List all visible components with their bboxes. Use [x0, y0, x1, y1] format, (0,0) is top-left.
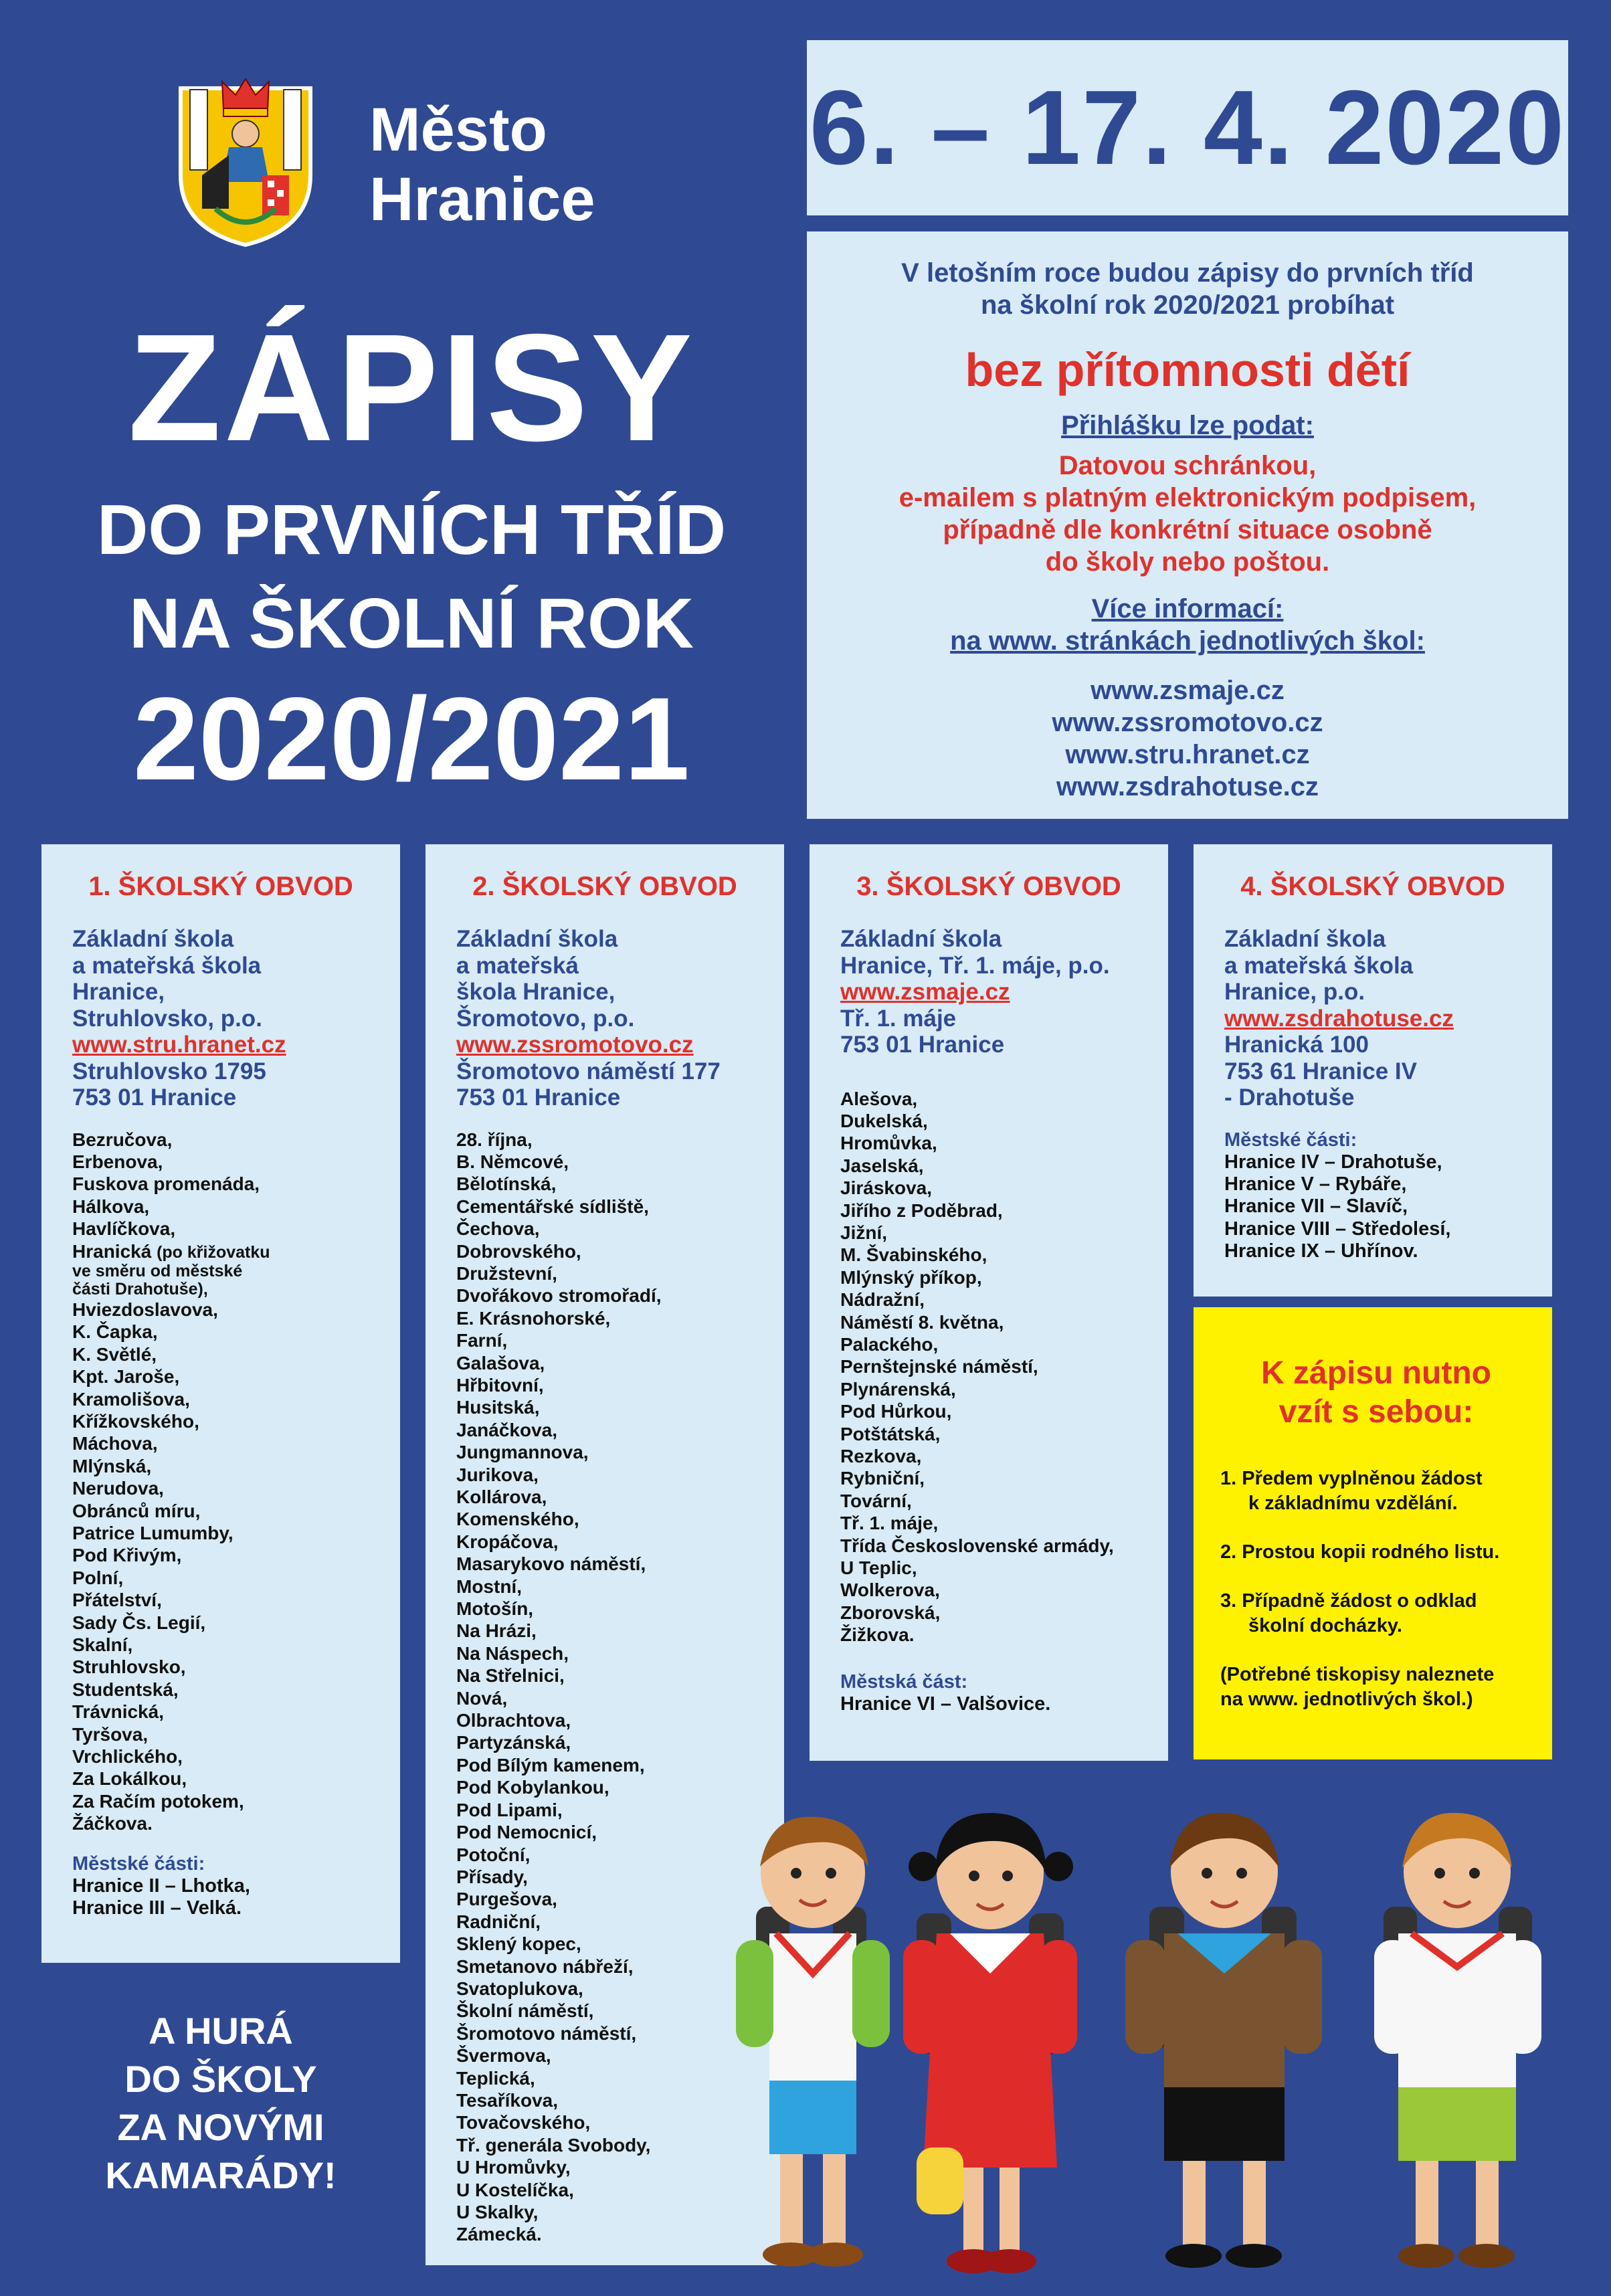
- info-intro-2: na školní rok 2020/2021 probíhat: [980, 290, 1395, 320]
- bring-with-you-box: [1194, 1307, 1552, 1759]
- street-item: Tovární,: [840, 1490, 912, 1511]
- street-item: U Teplic,: [840, 1557, 917, 1579]
- street-item: Alešova,: [840, 1088, 918, 1109]
- street-item: Zámecká.: [456, 2224, 542, 2245]
- street-item: Motošín,: [456, 1598, 534, 1620]
- street-item: Kropáčova,: [456, 1531, 559, 1552]
- street-item: Struhlovsko,: [72, 1656, 186, 1678]
- street-item: Jiráskova,: [840, 1177, 932, 1199]
- info-intro-1: V letošním roce budou zápisy do prvních tříd: [901, 258, 1474, 288]
- city-name: Město Hranice: [369, 96, 595, 233]
- street-item: Nádražní,: [840, 1289, 925, 1311]
- street-item: Pod Křivým,: [72, 1545, 182, 1566]
- child-1-figure: [736, 1817, 890, 2267]
- street-item: Komenského,: [456, 1509, 579, 1530]
- street-item: Patrice Lumumby,: [72, 1523, 233, 1543]
- street-item: Za Račím potokem,: [72, 1790, 244, 1812]
- street-item: Sady Čs. Legií,: [72, 1612, 206, 1633]
- street-item: Pernštejnské náměstí,: [840, 1356, 1038, 1377]
- street-item: Skalní,: [72, 1634, 133, 1656]
- school-info: Základní škola a mateřská škola Hranice, p.o. www.zsdrahotuse.cz Hranická 100 753 61 Hranice IV - Drahotuše: [1194, 926, 1552, 1111]
- district-parts: Hranice IV – Drahotuše, Hranice V – Rybáře, Hranice VII – Slavíč, Hranice VIII – Středolesí, Hranice IX – Uhřínov.: [1224, 1151, 1451, 1262]
- street-item: Potoční,: [456, 1844, 531, 1865]
- school-info: Základní škola a mateřská škola Hranice, Struhlovsko, p.o. www.stru.hranet.cz Struhlovsko 1795 753 01 Hranice: [41, 926, 400, 1111]
- school-url-link[interactable]: www.zssromotovo.cz: [456, 1032, 694, 1058]
- school-url-link[interactable]: www.zsmaje.cz: [1091, 676, 1285, 705]
- district-4-panel: [1194, 844, 1552, 1297]
- bring-note-1: (Potřebné tiskopisy naleznete: [1220, 1664, 1495, 1685]
- school-info: Základní škola a mateřská škola Hranice, Šromotovo, p.o. www.zssromotovo.cz Šromotovo náměstí 177 753 01 Hranice: [425, 926, 784, 1111]
- street-item: Smetanovo nábřeží,: [456, 1955, 634, 1977]
- district-heading: 4. ŠKOLSKÝ OBVOD: [1240, 872, 1505, 901]
- street-item: Obránců míru,: [72, 1500, 201, 1521]
- school-url-link[interactable]: www.zsdrahotuse.cz: [1224, 1005, 1454, 1032]
- street-item: Švermova,: [456, 2045, 551, 2067]
- street-item: Pod Nemocnicí,: [456, 1822, 597, 1843]
- street-item: U Kostelíčka,: [456, 2179, 574, 2200]
- street-item: Studentská,: [72, 1679, 179, 1700]
- list-item: 1. Předem vyplněnou žádost k základnímu vzdělání.: [1220, 1468, 1483, 1514]
- school-year: 2020/2021: [133, 674, 690, 805]
- street-item: Svatoplukova,: [456, 1978, 583, 1999]
- street-item: Hviezdoslavova,: [72, 1299, 218, 1320]
- street-item: Na Střelnici,: [456, 1665, 565, 1687]
- street-item: Sklený kopec,: [456, 1933, 581, 1955]
- street-item: Trávnická,: [72, 1701, 164, 1723]
- street-item: K. Světlé,: [72, 1343, 157, 1365]
- street-item: Žižkova.: [840, 1624, 915, 1646]
- street-item: Žáčkova.: [72, 1813, 153, 1834]
- street-item: Hromůvka,: [840, 1133, 937, 1154]
- street-item: Pod Hůrkou,: [840, 1401, 952, 1422]
- street-item: Mlýnská,: [72, 1455, 152, 1476]
- street-item: Mlýnský příkop,: [840, 1266, 982, 1288]
- street-item: Jungmannova,: [456, 1442, 589, 1463]
- subtitle-line1: DO PRVNÍCH TŘÍD: [96, 490, 727, 569]
- street-item: Školní náměstí,: [456, 2000, 594, 2022]
- district-1-panel: [41, 844, 400, 1963]
- street-item: Tř. 1. máje,: [840, 1513, 939, 1534]
- street-item: Družstevní,: [456, 1262, 557, 1284]
- street-item: Kramolišova,: [72, 1388, 190, 1410]
- street-item: Jiřího z Poděbrad,: [840, 1200, 1003, 1221]
- street-item: U Hromůvky,: [456, 2157, 571, 2178]
- street-item: Jurikova,: [456, 1464, 539, 1485]
- street-item: E. Krásnohorské,: [456, 1307, 611, 1329]
- street-item: Přísady,: [456, 1866, 528, 1887]
- apply-line: e-mailem s platným elektronickým podpisem,: [898, 483, 1477, 512]
- district-parts-label: Městská část:: [840, 1670, 968, 1693]
- street-item: Třída Československé armády,: [840, 1535, 1114, 1556]
- street-item: Olbrachtova,: [456, 1710, 571, 1731]
- street-item: Polní,: [72, 1567, 124, 1588]
- street-item: Rybniční,: [840, 1468, 925, 1489]
- street-item: Pod Kobylankou,: [456, 1777, 609, 1798]
- district-heading: 2. ŠKOLSKÝ OBVOD: [472, 872, 737, 901]
- street-item: Za Lokálkou,: [72, 1768, 187, 1790]
- city-crest-icon: [175, 75, 316, 248]
- district-parts: Hranice VI – Valšovice.: [840, 1693, 1051, 1715]
- street-item: Nerudova,: [72, 1478, 164, 1499]
- street-item: Náměstí 8. května,: [840, 1311, 1004, 1333]
- street-list: Bezručova, Erbenova, Fuskova promenáda, Hálkova, Havlíčkova, Hranická (po křižovatku ve směru od městské části Drahotuše), Hviezdoslavova, K. Čapka, K. Světlé, Kpt. Jaroše, Kramolišova, Křížkovského, Máchova, Mlýnská, Nerudova, Obránců míru, Patrice Lumumby, Pod Křivým, Polní, Přátelství, Sady Čs. Legií, Skalní, Struhlovsko, Studentská, Trávnická, Tyršova, Vrchlického, Za Lokálkou, Za Račím potokem, Žáčkova.: [41, 1129, 400, 1835]
- street-item: 28. října,: [456, 1129, 533, 1150]
- street-item: Tř. generála Svobody,: [456, 2134, 651, 2156]
- street-item: Čechova,: [456, 1218, 540, 1240]
- street-item: Galašova,: [456, 1352, 545, 1373]
- list-item: 3. Případně žádost o odklad školní docházky.: [1220, 1590, 1477, 1636]
- info-highlight: bez přítomnosti dětí: [965, 344, 1410, 396]
- street-item: Tyršova,: [72, 1723, 149, 1745]
- child-4-figure: [1374, 1813, 1541, 2268]
- district-parts: Hranice II – Lhotka, Hranice III – Velká.: [72, 1875, 250, 1919]
- bring-title-2: vzít s sebou:: [1278, 1394, 1474, 1430]
- street-item: Partyzánská,: [456, 1732, 571, 1753]
- street-item: Tesaříkova,: [456, 2089, 559, 2111]
- street-item: Pod Bílým kamenem,: [456, 1754, 645, 1776]
- bring-list: [1220, 1466, 1532, 1638]
- street-item: Šromotovo náměstí,: [456, 2022, 637, 2044]
- apply-line: případně dle konkrétní situace osobně: [943, 515, 1432, 545]
- children-illustration: [716, 1793, 1611, 2296]
- street-item: Potštátská,: [840, 1423, 941, 1444]
- date-box: [807, 40, 1568, 215]
- enrollment-date: 6. – 17. 4. 2020: [809, 68, 1566, 187]
- street-item: Tovačovského,: [456, 2112, 591, 2133]
- school-url-link[interactable]: www.zsdrahotuse.cz: [1056, 772, 1319, 801]
- street-item: Dobrovského,: [456, 1240, 581, 1262]
- street-item: Zborovská,: [840, 1602, 941, 1623]
- street-item: Cementářské sídliště,: [456, 1195, 649, 1217]
- street-item: K. Čapka,: [72, 1321, 158, 1343]
- list-item: 2. Prostou kopii rodného listu.: [1220, 1541, 1500, 1563]
- street-item: Vrchlického,: [72, 1746, 183, 1767]
- street-item: Wolkerova,: [840, 1580, 940, 1601]
- bring-note-2: na www. jednotlivých škol.): [1220, 1689, 1473, 1710]
- school-url-link[interactable]: www.stru.hranet.cz: [1065, 740, 1310, 769]
- street-item: U Skalky,: [456, 2202, 539, 2222]
- street-item: Dukelská,: [840, 1110, 928, 1131]
- street-item: Husitská,: [456, 1397, 540, 1418]
- district-heading: 3. ŠKOLSKÝ OBVOD: [856, 872, 1121, 901]
- district-heading: 1. ŠKOLSKÝ OBVOD: [88, 872, 353, 901]
- school-url-link[interactable]: www.zssromotovo.cz: [1052, 708, 1323, 737]
- district-parts-label: Městské části:: [72, 1852, 205, 1875]
- apply-line: Datovou schránkou,: [1058, 451, 1317, 480]
- street-item: Křížkovského,: [72, 1410, 199, 1432]
- street-item: Jaselská,: [840, 1155, 924, 1176]
- street-item: Purgešova,: [456, 1889, 557, 1910]
- page-title: ZÁPISY: [128, 303, 695, 473]
- street-item: Máchova,: [72, 1433, 158, 1454]
- street-item: M. Švabinského,: [840, 1244, 987, 1266]
- street-item: Dvořákovo stromořadí,: [456, 1285, 662, 1307]
- street-item: B. Němcové,: [456, 1151, 569, 1172]
- subtitle-line2: NA ŠKOLNÍ ROK: [128, 584, 694, 663]
- street-item: Radniční,: [456, 1911, 541, 1932]
- more-info-label: Více informací:: [1091, 594, 1284, 624]
- street-item: Pod Lipami,: [456, 1799, 563, 1820]
- bring-title-1: K zápisu nutno: [1261, 1355, 1491, 1391]
- child-3-figure: [1125, 1813, 1322, 2268]
- district-parts-label: Městské části:: [1224, 1129, 1357, 1151]
- info-box: [807, 231, 1568, 819]
- street-list: [810, 1088, 1168, 1646]
- street-item: Na Náspech,: [456, 1642, 569, 1664]
- street-item: Bělotínská,: [456, 1173, 557, 1195]
- slogan: A HURÁ DO ŠKOLY ZA NOVÝMI KAMARÁDY!: [105, 2010, 337, 2196]
- street-item: Kpt. Jaroše,: [72, 1366, 180, 1388]
- street-item: Farní,: [456, 1330, 508, 1351]
- street-item: Přátelství,: [72, 1590, 162, 1611]
- child-2-figure: [903, 1813, 1077, 2273]
- street-item: Hřbitovní,: [456, 1374, 544, 1396]
- street-item: Palackého,: [840, 1333, 939, 1355]
- street-item: Janáčkova,: [456, 1419, 557, 1440]
- street-item: Plynárenská,: [840, 1378, 956, 1400]
- street-item: Mostní,: [456, 1575, 522, 1597]
- district-3-panel: [810, 844, 1168, 1761]
- street-item: Jižní,: [840, 1222, 888, 1243]
- more-info-sublabel: na www. stránkách jednotlivých škol:: [950, 626, 1425, 656]
- street-item: Masarykovo náměstí,: [456, 1553, 646, 1575]
- school-url-link[interactable]: www.zsmaje.cz: [840, 979, 1010, 1005]
- street-item: Na Hrázi,: [456, 1620, 537, 1642]
- apply-line: do školy nebo poštou.: [1045, 547, 1330, 577]
- street-item: Nová,: [456, 1687, 508, 1709]
- street-item: Teplická,: [456, 2067, 535, 2089]
- street-item: Rezkova,: [840, 1446, 922, 1466]
- apply-label: Přihlášku lze podat:: [1061, 411, 1314, 440]
- street-item: Kollárova,: [456, 1487, 547, 1507]
- school-info: Základní škola Hranice, Tř. 1. máje, p.o. www.zsmaje.cz Tř. 1. máje 753 01 Hranice: [810, 926, 1168, 1058]
- school-url-link[interactable]: www.stru.hranet.cz: [72, 1032, 286, 1058]
